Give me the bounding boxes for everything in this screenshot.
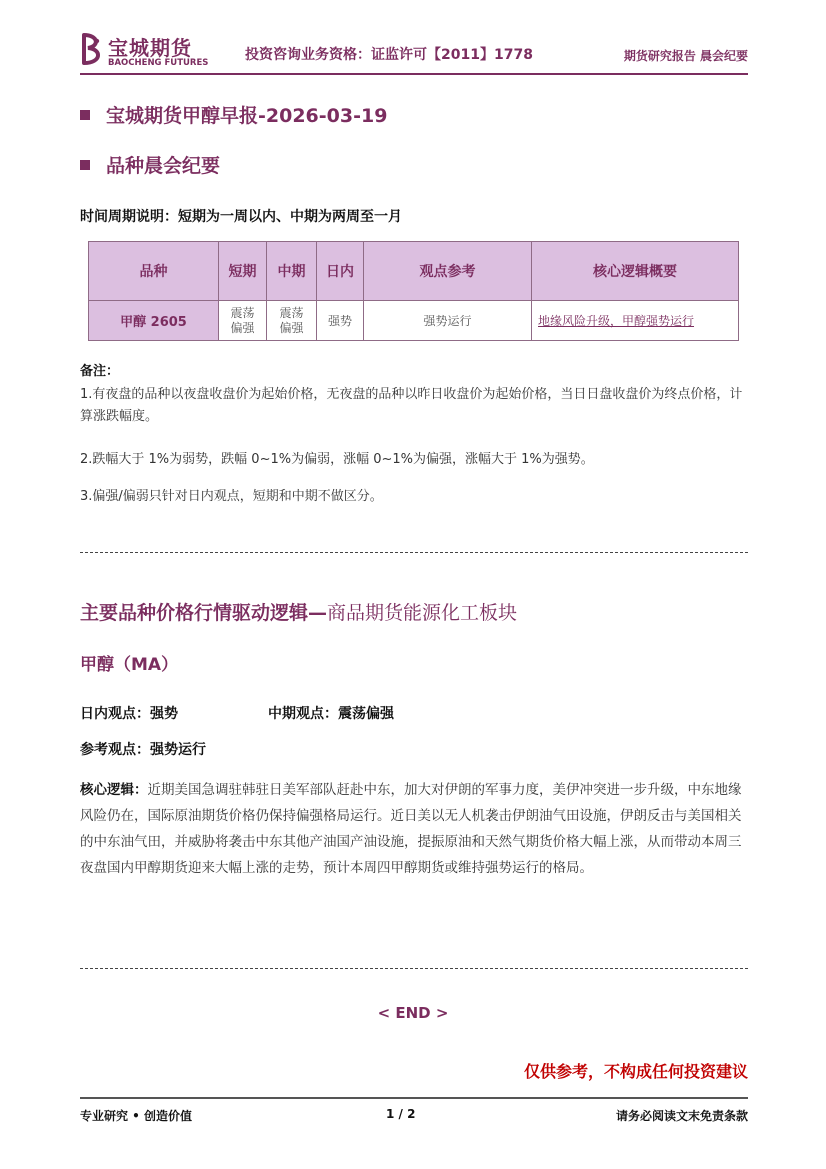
cell-mid-term-line1: 震荡 <box>279 306 304 320</box>
cell-intraday: 强势 <box>317 301 364 341</box>
end-marker: < END > <box>377 1004 449 1022</box>
header-intraday: 日内 <box>317 242 364 301</box>
cell-mid-term <box>267 301 317 341</box>
section-title-text: 品种晨会纪要 <box>106 155 221 177</box>
header-mid-term: 中期 <box>267 242 317 301</box>
driver-heading-main: 主要品种价格行情驱动逻辑— <box>80 602 328 624</box>
cell-mid-term-line2: 偏强 <box>279 321 304 335</box>
driver-heading-sub: 商品期货能源化工板块 <box>327 602 518 624</box>
qualification-text: 投资咨询业务资格：证监许可【2011】1778 <box>245 47 533 63</box>
report-title <box>80 101 387 128</box>
header-short-term: 短期 <box>219 242 267 301</box>
page-number: 1 / 2 <box>386 1107 416 1121</box>
summary-table <box>88 241 739 341</box>
baocheng-logo-icon <box>80 32 104 66</box>
period-note: 时间周期说明：短期为一周以内、中期为两周至一月 <box>80 209 402 225</box>
cell-short-term-line1: 震荡 <box>230 306 255 320</box>
header-core-logic: 核心逻辑概要 <box>532 242 739 301</box>
table-row <box>89 301 739 341</box>
notes-title: 备注： <box>80 364 120 379</box>
view-line <box>80 703 748 723</box>
note-item: 2.跌幅大于 1%为弱势，跌幅 0~1%为偏弱，涨幅 0~1%为偏强，涨幅大于 1%为强势。 <box>80 452 594 467</box>
report-type: 期货研究报告 晨会纪要 <box>623 49 748 63</box>
note-item: 3.偏强/偏弱只针对日内观点，短期和中期不做区分。 <box>80 489 383 504</box>
cell-core-logic <box>532 301 739 341</box>
reference-line <box>80 739 206 759</box>
driver-heading <box>80 598 517 625</box>
cell-variety: 甲醇 2605 <box>89 301 219 341</box>
core-logic-label: 核心逻辑： <box>80 782 148 798</box>
report-title-text: 宝城期货甲醇早报-2026-03-19 <box>106 105 388 127</box>
report-header <box>80 30 748 72</box>
square-bullet-icon <box>80 110 90 120</box>
mid-term-view: 中期观点：震荡偏强 <box>268 706 394 722</box>
variety-heading: 甲醇（MA） <box>80 655 179 675</box>
company-logo <box>80 30 220 70</box>
cell-short-term <box>219 301 267 341</box>
footer-disclaimer-note: 请务必阅读文末免责条款 <box>615 1109 748 1123</box>
logo-chinese-name: 宝城期货 <box>108 36 192 60</box>
reference-view: 参考观点：强势运行 <box>80 742 206 758</box>
cell-view: 强势运行 <box>364 301 532 341</box>
core-logic-link[interactable]: 地缘风险升级，甲醇强势运行 <box>538 314 695 328</box>
section-title <box>80 151 220 178</box>
footer-divider <box>80 1097 748 1099</box>
header-variety: 品种 <box>89 242 219 301</box>
note-item: 1.有夜盘的品种以夜盘收盘价为起始价格，无夜盘的品种以昨日收盘价为起始价格，当日日盘收盘价为终点价格，计算涨跌幅度。 <box>80 387 743 424</box>
dashed-divider <box>80 968 748 969</box>
intraday-view: 日内观点：强势 <box>80 706 178 722</box>
footer-slogan: 专业研究 • 创造价值 <box>80 1109 193 1123</box>
table-header-row <box>89 242 739 301</box>
square-bullet-icon <box>80 160 90 170</box>
core-logic-text: 近期美国急调驻韩驻日美军部队赶赴中东，加大对伊朗的军事力度，美伊冲突进一步升级，中东地缘风险仍在，国际原油期货价格仍保持偏强格局运行。近日美以无人机袭击伊朗油气田设施，伊朗反击与美国相关的中东油气田，并威胁将袭击中东其他产油国产油设施，提振原油和天然气期货价格大幅上涨，从而带动本周三夜盘国内甲醇期货迎来大幅上涨的走势，预计本周四甲醇期货或维持强势运行的格局。 <box>80 782 742 876</box>
dashed-divider <box>80 552 748 553</box>
core-logic-paragraph <box>80 777 748 881</box>
logo-english-name: BAOCHENG FUTURES <box>108 58 209 68</box>
cell-short-term-line2: 偏强 <box>230 321 255 335</box>
disclaimer: 仅供参考，不构成任何投资建议 <box>523 1062 748 1081</box>
header-view: 观点参考 <box>364 242 532 301</box>
header-divider <box>80 73 748 75</box>
